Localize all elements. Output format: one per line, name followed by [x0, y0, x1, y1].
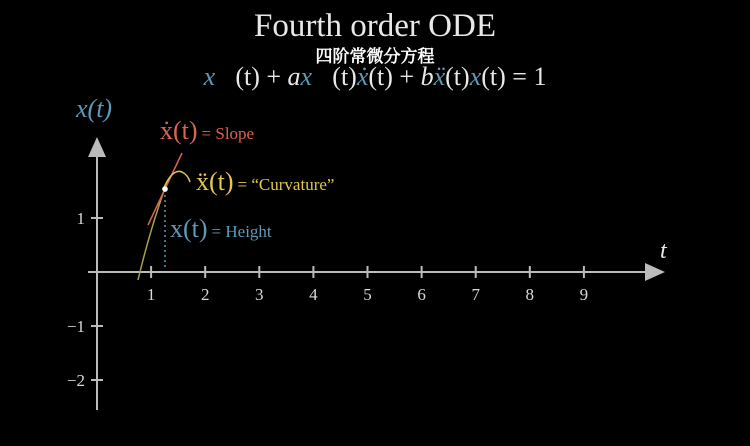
slope-annotation	[160, 116, 254, 146]
current-point	[162, 186, 168, 192]
equation-part: a	[287, 62, 301, 91]
x-axis-label: t	[660, 238, 667, 264]
x-tick-label: 4	[309, 285, 318, 304]
height-symbol: x(t)	[170, 214, 208, 243]
equation-part: x⃜	[203, 62, 236, 91]
y-axis-arrow-icon	[88, 137, 106, 157]
x-tick-label: 7	[471, 285, 480, 304]
y-tick-label: 1	[76, 209, 85, 228]
equation-part: (t) +	[368, 62, 421, 91]
equation-part: x	[469, 62, 482, 91]
x-tick-label: 1	[146, 285, 156, 304]
slope-symbol: ẋ(t)	[160, 116, 198, 145]
equation-part: x⃛	[300, 62, 333, 91]
equation-part: ẍ	[433, 62, 446, 91]
x-axis-arrow-icon	[645, 263, 665, 281]
height-text: = Height	[211, 222, 272, 241]
curvature-text: = “Curvature”	[237, 175, 335, 194]
equation-part: (t)	[332, 62, 357, 91]
height-annotation	[170, 214, 272, 244]
x-tick-label: 8	[525, 285, 535, 304]
slope-text: = Slope	[201, 124, 255, 143]
equation-part: (t)	[445, 62, 470, 91]
x-tick-label: 6	[417, 285, 426, 304]
x-tick-label: 9	[579, 285, 589, 304]
equation-part: ẋ	[356, 62, 369, 91]
title: Fourth order ODE	[254, 8, 496, 44]
y-axis-label: x(t)	[76, 94, 113, 123]
equation-part: (t) +	[235, 62, 288, 91]
equation-part: b	[420, 62, 434, 91]
x-tick-label: 3	[255, 285, 264, 304]
y-tick-label: −1	[66, 317, 85, 336]
curvature-annotation	[196, 167, 334, 197]
y-tick-label: −2	[66, 371, 85, 390]
curvature-symbol: ẍ(t)	[196, 167, 234, 196]
x-tick-label: 5	[363, 285, 372, 304]
subtitle: 四阶常微分方程	[315, 47, 435, 67]
x-tick-label: 2	[200, 285, 210, 304]
equation-part: (t) = 1	[481, 62, 547, 91]
